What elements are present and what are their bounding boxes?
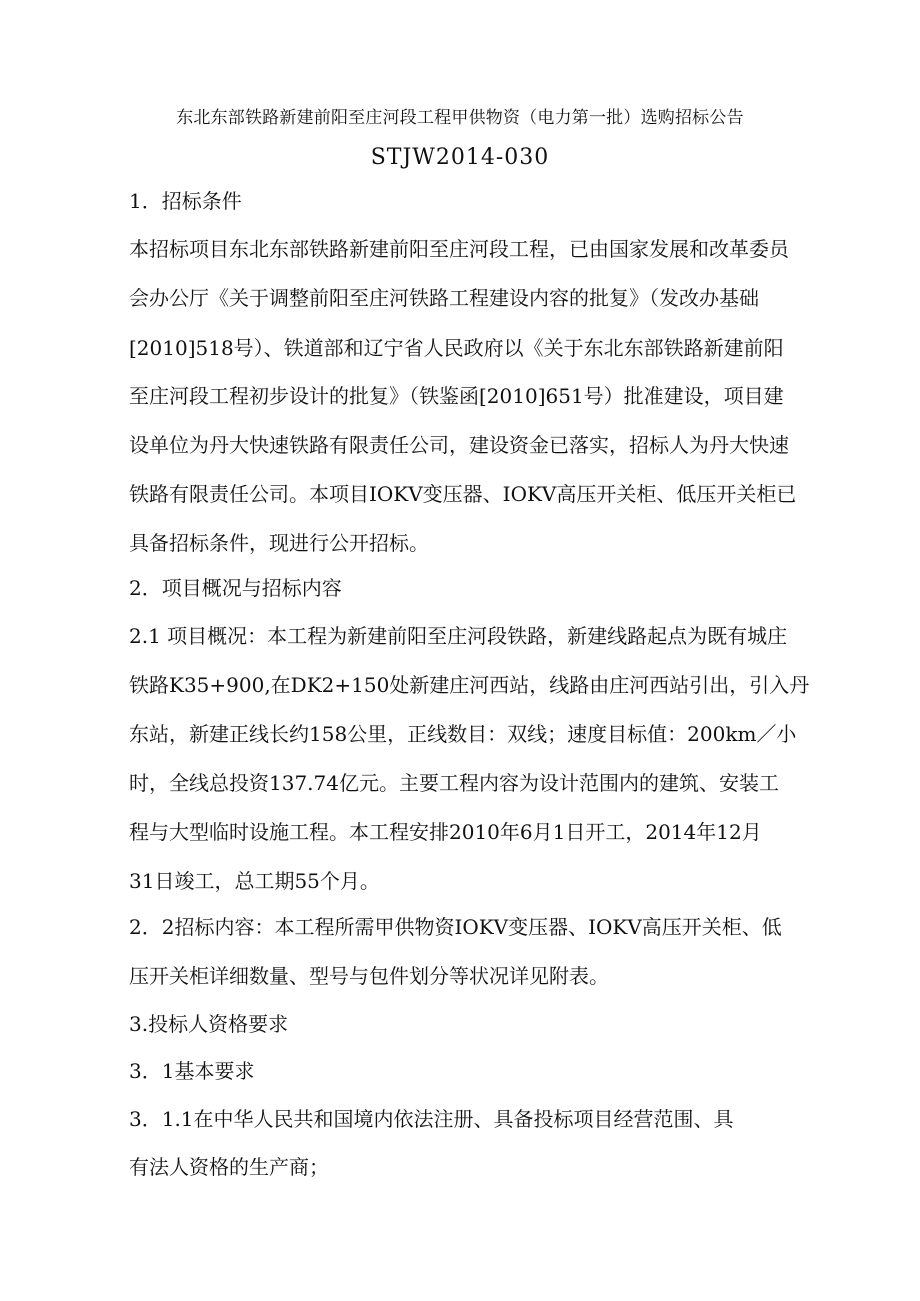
paragraph-line: [2010]518号）、铁道部和辽宁省人民政府以《关于东北东部铁路新建前阳: [129, 336, 784, 360]
section-heading-1: 1．招标条件: [129, 189, 242, 213]
paragraph-line: 压开关柜详细数量、型号与包件划分等状况详见附表。: [129, 964, 609, 988]
paragraph-line: 31日竣工，总工期55个月。: [129, 869, 380, 893]
document-title: 东北东部铁路新建前阳至庄河段工程甲供物资（电力第一批）选购招标公告: [176, 108, 744, 128]
paragraph-line: 2.1 项目概况：本工程为新建前阳至庄河段铁路，新建线路起点为既有城庄: [129, 624, 788, 648]
paragraph-line: 铁路K35+900,在DK2+150处新建庄河西站，线路由庄河西站引出，引入丹: [129, 673, 810, 697]
document-code: STJW2014-030: [370, 145, 550, 170]
paragraph-line: 东站，新建正线长约158公里，正线数目：双线；速度目标值：200km／小: [129, 722, 797, 746]
section-heading-2: 2．项目概况与招标内容: [129, 576, 342, 600]
paragraph-line: 3．1.1在中华人民共和国境内依法注册、具备投标项目经营范围、具: [129, 1107, 734, 1131]
paragraph-line: 铁路有限责任公司。本项目IOKV变压器、IOKV高压开关柜、低压开关柜已: [129, 482, 797, 506]
paragraph-line: 程与大型临时设施工程。本工程安排2010年6月1日开工，2014年12月: [129, 820, 762, 844]
paragraph-line: 时，全线总投资137.74亿元。主要工程内容为设计范围内的建筑、安装工: [129, 771, 779, 795]
paragraph-line: 至庄河段工程初步设计的批复》（铁鉴函[2010]651号）批准建设，项目建: [129, 384, 784, 408]
paragraph-line: 设单位为丹大快速铁路有限责任公司，建设资金已落实，招标人为丹大快速: [129, 433, 789, 457]
paragraph-line: 具备招标条件，现进行公开招标。: [129, 531, 429, 555]
paragraph-line: 本招标项目东北东部铁路新建前阳至庄河段工程，已由国家发展和改革委员: [129, 237, 789, 261]
paragraph-line: 会办公厅《关于调整前阳至庄河铁路工程建设内容的批复》（发改办基础: [129, 286, 759, 310]
section-heading-3: 3.投标人资格要求: [129, 1012, 289, 1036]
subsection-heading: 3．1基本要求: [129, 1059, 255, 1083]
paragraph-line: 2．2招标内容：本工程所需甲供物资IOKV变压器、IOKV高压开关柜、低: [129, 915, 782, 939]
paragraph-line: 有法人资格的生产商；: [129, 1155, 329, 1179]
